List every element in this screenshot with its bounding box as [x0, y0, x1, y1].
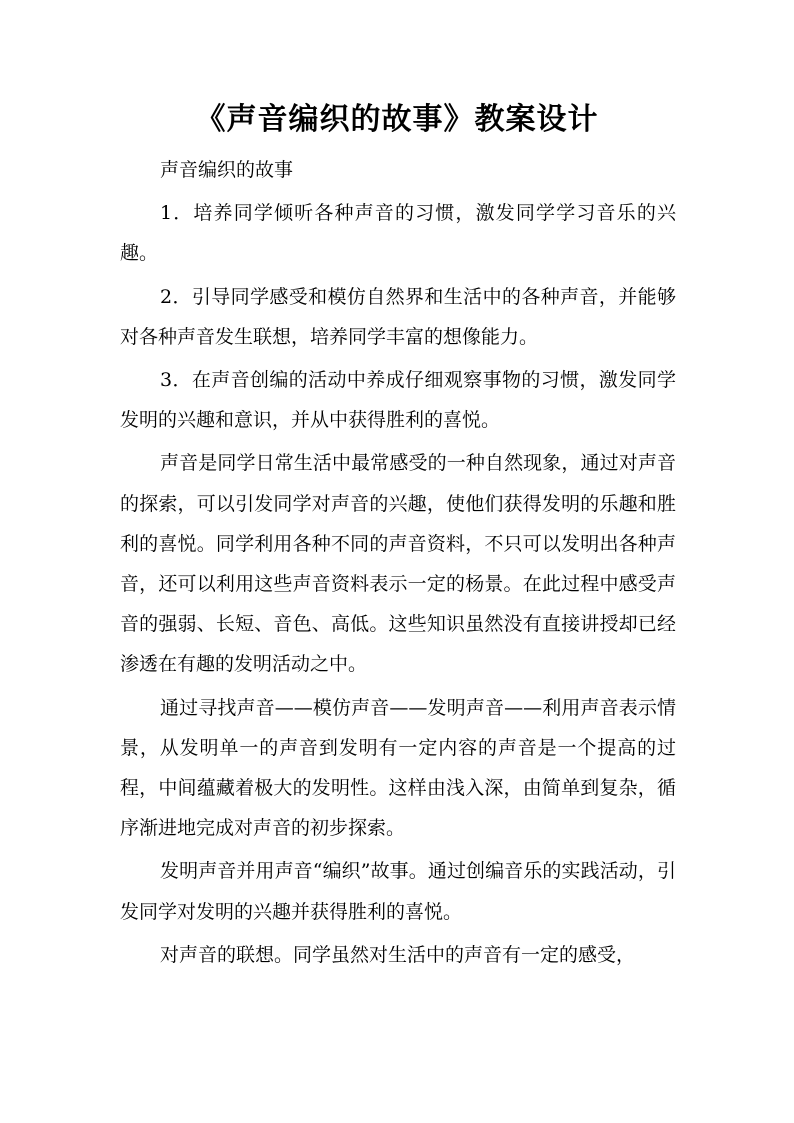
document-title: 《声音编织的故事》教案设计	[195, 102, 599, 137]
paragraph-process: 通过寻找声音——模仿声音——发明声音——利用声音表示情景，从发明单一的声音到发明有一定内容的声音是一个提高的过程，中间蕴藏着极大的发明性。这样由浅入深，由简单到复杂，循序渐进地完成对声音的初步探索。	[120, 696, 676, 840]
document-body	[120, 150, 676, 978]
paragraph-goal-3: 3．在声音创编的活动中养成仔细观察事物的习惯，激发同学发明的兴趣和意识，并从中获得胜利的喜悦。	[120, 369, 676, 432]
paragraph-subtitle: 声音编织的故事	[160, 159, 294, 181]
paragraph-goal-2: 2．引导同学感受和模仿自然界和生活中的各种声音，并能够对各种声音发生联想，培养同学丰富的想像能力。	[120, 285, 676, 348]
paragraph-weave-story: 发明声音并用声音“编织”故事。通过创编音乐的实践活动，引发同学对发明的兴趣并获得胜利的喜悦。	[120, 860, 676, 923]
paragraph-goal-1: 1．培养同学倾听各种声音的习惯，激发同学学习音乐的兴趣。	[120, 202, 676, 265]
paragraph-analysis: 声音是同学日常生活中最常感受的一种自然现象，通过对声音的探索，可以引发同学对声音的兴趣，使他们获得发明的乐趣和胜利的喜悦。同学利用各种不同的声音资料，不只可以发明出各种声音，还可以利用这些声音资料表示一定的杨景。在此过程中感受声音的强弱、长短、音色、高低。这些知识虽然没有直接讲授却已经渗透在有趣的发明活动之中。	[120, 452, 676, 676]
paragraph-association: 对声音的联想。同学虽然对生活中的声音有一定的感受，	[160, 943, 636, 966]
